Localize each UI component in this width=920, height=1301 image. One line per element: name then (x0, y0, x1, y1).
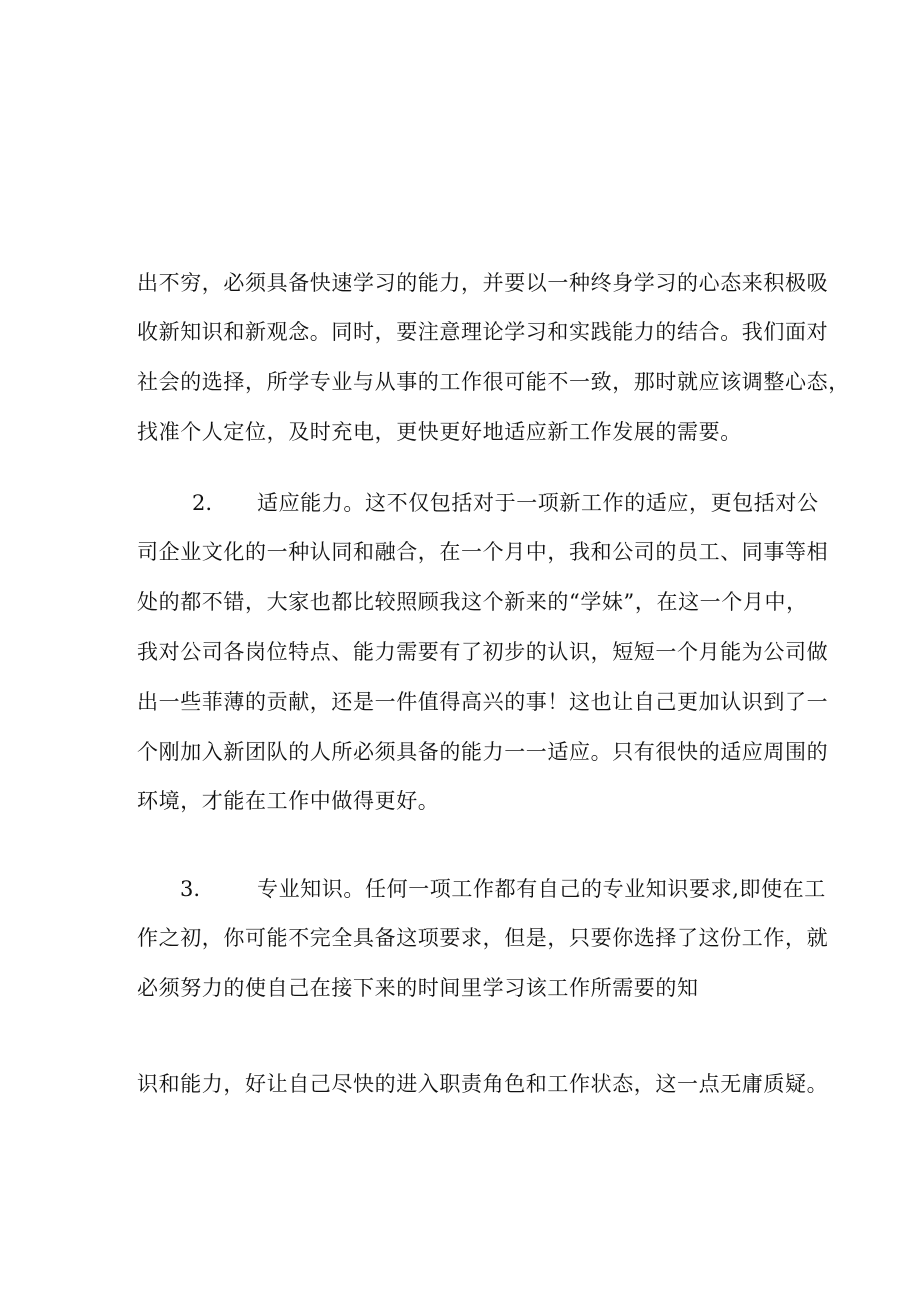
paragraph-line: 司企业文化的一种认同和融合，在一个月中，我和公司的员工、同事等相 (137, 540, 829, 564)
paragraph-line: 处的都不错，大家也都比较照顾我这个新来的“学妹”，在这一个月中， (137, 590, 808, 614)
paragraph-line: 必须努力的使自己在接下来的时间里学习该工作所需要的知 (137, 976, 699, 1000)
paragraph-line: 找准个人定位，及时充电，更快更好地适应新工作发展的需要。 (137, 420, 742, 444)
paragraph-line: 我对公司各岗位特点、能力需要有了初步的认识，短短一个月能为公司做 (137, 640, 829, 664)
paragraph-line: 适应能力。这不仅包括对于一项新工作的适应，更包括对公 (257, 491, 819, 515)
paragraph-line: 专业知识。任何一项工作都有自己的专业知识要求,即使在工 (257, 877, 826, 901)
paragraph-line: 出一些菲薄的贡献，还是一件值得高兴的事！这也让自己更加认识到了一 (137, 690, 829, 714)
paragraph-line: 个刚加入新团队的人所必须具备的能力一一适应。只有很快的适应周围的 (137, 740, 829, 764)
paragraph-line: 社会的选择，所学专业与从事的工作很可能不一致，那时就应该调整心态， (137, 370, 850, 394)
paragraph-line: 作之初，你可能不完全具备这项要求，但是，只要你选择了这份工作，就 (137, 926, 829, 950)
paragraph-line: 环境，才能在工作中做得更好。 (137, 789, 440, 813)
paragraph-line: 出不穷，必须具备快速学习的能力，并要以一种终身学习的心态来积极吸 (137, 271, 829, 295)
paragraph-line: 识和能力，好让自己尽快的进入职责角色和工作状态，这一点无庸质疑。 (137, 1072, 829, 1096)
list-number: 2. (192, 491, 213, 515)
list-number: 3. (180, 877, 201, 901)
paragraph-line: 收新知识和新观念。同时，要注意理论学习和实践能力的结合。我们面对 (137, 320, 829, 344)
